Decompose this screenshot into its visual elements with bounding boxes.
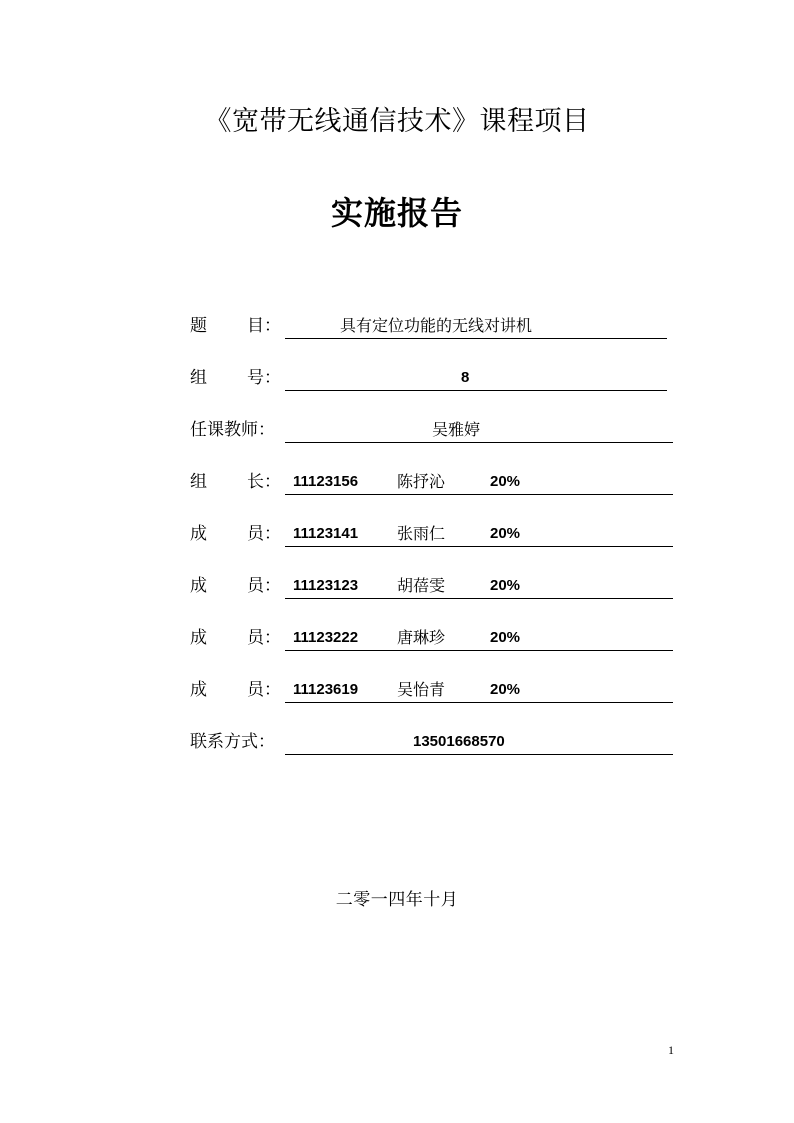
member-underline [285, 677, 673, 703]
page-number: 1 [668, 1043, 674, 1057]
member-id: 11123222 [293, 629, 359, 646]
leader-share: 20% [490, 473, 521, 490]
teacher-underline [285, 417, 673, 443]
member-id: 11123123 [293, 577, 359, 594]
course-title: 《宽带无线通信技术》课程项目 [204, 106, 590, 137]
teacher-label: 任课教师： [190, 420, 275, 440]
topic-underline [285, 313, 667, 339]
member-name: 唐琳珍 [397, 628, 446, 647]
member-share: 20% [490, 629, 521, 646]
member-name: 吴怡青 [397, 680, 446, 699]
member-id: 11123619 [293, 681, 359, 698]
member-id: 11123141 [293, 525, 359, 542]
group-underline [285, 365, 667, 391]
leader-id: 11123156 [293, 473, 359, 490]
member-share: 20% [490, 577, 521, 594]
leader-underline [285, 469, 673, 495]
member-underline [285, 625, 673, 651]
contact-label: 联系方式： [190, 732, 275, 752]
member-underline [285, 521, 673, 547]
member-name: 张雨仁 [397, 524, 446, 543]
report-title: 实施报告 [330, 194, 463, 232]
member-share: 20% [490, 681, 521, 698]
member-share: 20% [490, 525, 521, 542]
teacher-value: 吴雅婷 [432, 420, 481, 439]
topic-value: 具有定位功能的无线对讲机 [340, 316, 533, 335]
member-name: 胡蓓雯 [397, 576, 446, 595]
contact-underline [285, 729, 673, 755]
leader-name: 陈抒沁 [397, 472, 446, 491]
group-value: 8 [461, 369, 470, 386]
report-date: 二零一四年十月 [335, 890, 459, 910]
contact-value: 13501668570 [413, 733, 505, 750]
member-underline [285, 573, 673, 599]
